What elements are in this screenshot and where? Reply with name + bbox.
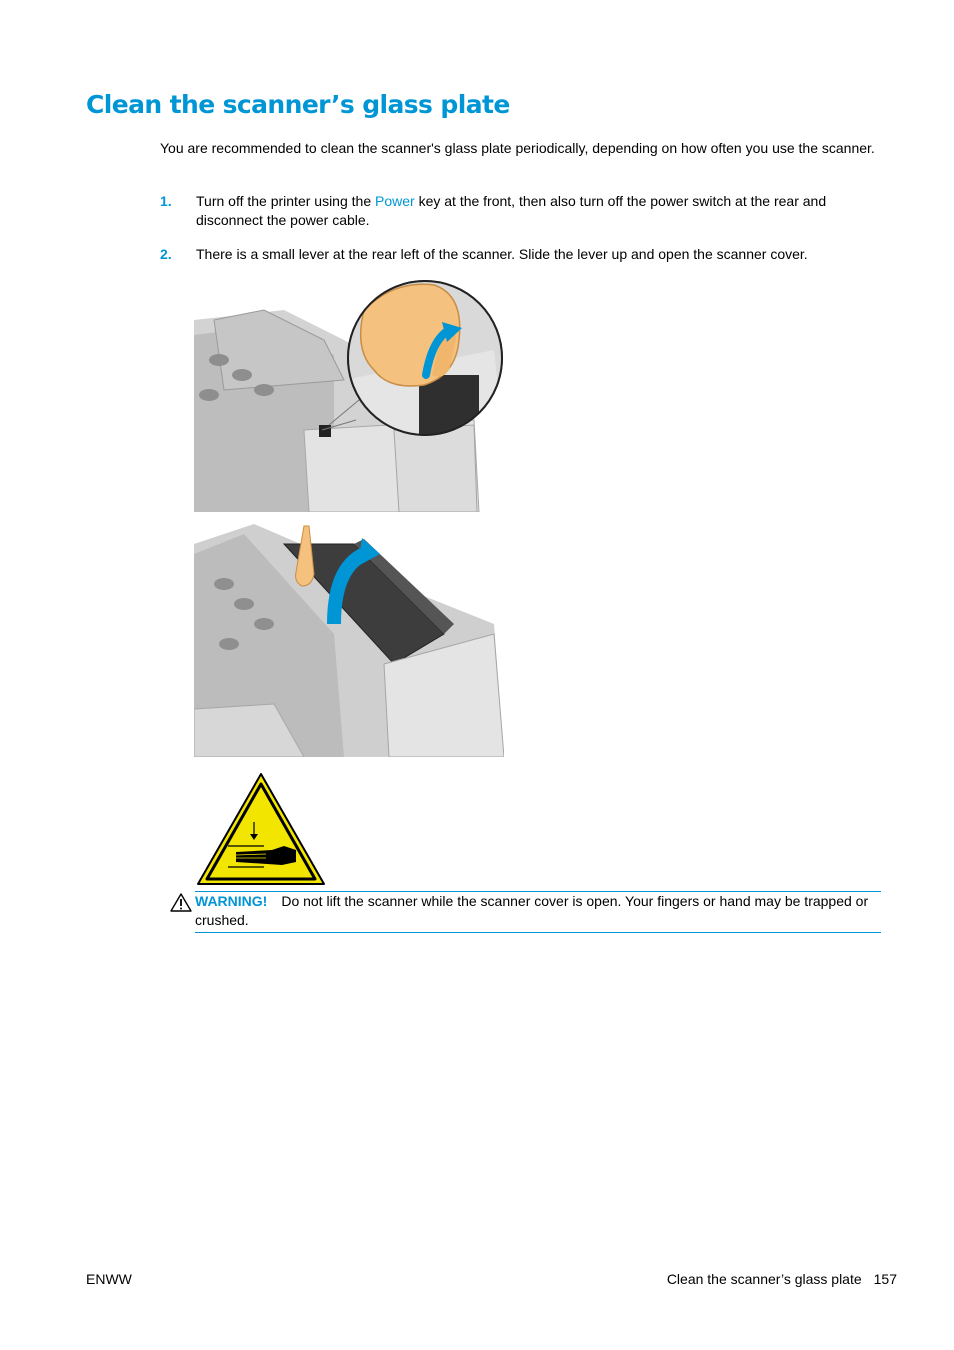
intro-paragraph: You are recommended to clean the scanner's glass plate periodically, depending on how often you use the scanner.	[160, 140, 875, 156]
footer-left: ENWW	[86, 1271, 132, 1287]
footer-section: Clean the scanner’s glass plate	[666, 1271, 862, 1287]
power-key-label: Power	[375, 193, 415, 209]
warning-text: Do not lift the scanner while the scanner cover is open. Your fingers or hand may be trapped or crushed.	[195, 893, 869, 928]
scanner-lever-illustration	[194, 280, 506, 512]
page-number: 157	[873, 1271, 897, 1287]
warning-label: WARNING!	[195, 893, 268, 909]
step-text: There is a small lever at the rear left of the scanner. Slide the lever up and open the scanner cover.	[196, 246, 808, 262]
warning-triangle-icon	[170, 893, 192, 912]
warning-box	[195, 891, 881, 933]
hand-crush-hazard-icon	[194, 770, 328, 890]
step-number: 1.	[160, 193, 172, 209]
page-title: Clean the scanner’s glass plate	[86, 90, 510, 119]
footer-right	[667, 1271, 897, 1287]
step-number: 2.	[160, 246, 172, 262]
scanner-cover-open-illustration	[194, 524, 504, 757]
step-text: Turn off the printer using the Power key at the front, then also turn off the power switch at the rear and disconnect the power cable.	[196, 193, 827, 228]
